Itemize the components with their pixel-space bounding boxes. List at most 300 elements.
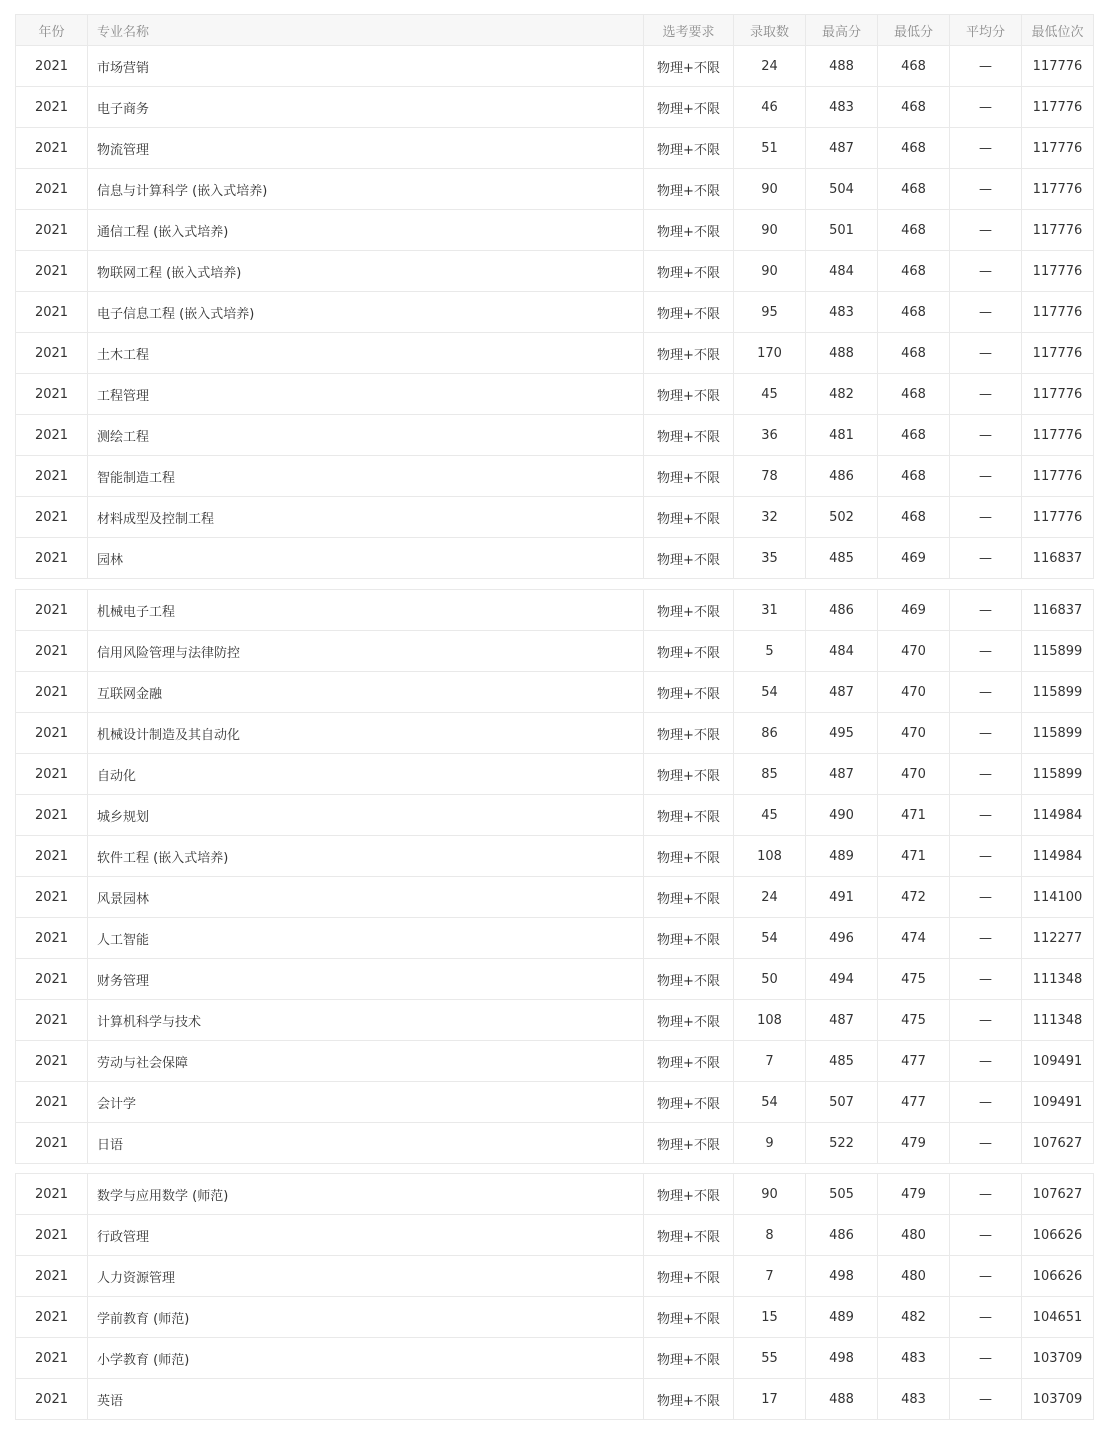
cell-avg-score: — (950, 497, 1022, 538)
cell-subject-requirement: 物理+不限 (644, 590, 734, 631)
cell-admitted-count: 170 (734, 333, 806, 374)
cell-major: 材料成型及控制工程 (88, 497, 644, 538)
cell-major: 英语 (88, 1379, 644, 1420)
cell-major: 物联网工程 (嵌入式培养) (88, 251, 644, 292)
cell-max-score: 501 (806, 210, 878, 251)
table-row (16, 333, 1094, 374)
cell-year: 2021 (16, 1338, 88, 1379)
cell-major: 学前教育 (师范) (88, 1297, 644, 1338)
cell-avg-score: — (950, 1082, 1022, 1123)
cell-admitted-count: 46 (734, 87, 806, 128)
cell-max-score: 495 (806, 713, 878, 754)
cell-avg-score: — (950, 415, 1022, 456)
cell-min-score: 468 (878, 415, 950, 456)
cell-min-score: 475 (878, 959, 950, 1000)
cell-year: 2021 (16, 1041, 88, 1082)
cell-max-score: 489 (806, 1297, 878, 1338)
cell-subject-requirement: 物理+不限 (644, 1297, 734, 1338)
cell-max-score: 507 (806, 1082, 878, 1123)
table-body-section-2 (16, 590, 1094, 1164)
cell-admitted-count: 54 (734, 918, 806, 959)
cell-min-score: 469 (878, 538, 950, 579)
cell-max-score: 491 (806, 877, 878, 918)
cell-max-score: 504 (806, 169, 878, 210)
cell-subject-requirement: 物理+不限 (644, 210, 734, 251)
cell-major: 通信工程 (嵌入式培养) (88, 210, 644, 251)
cell-subject-requirement: 物理+不限 (644, 1256, 734, 1297)
cell-min-score: 468 (878, 87, 950, 128)
cell-subject-requirement: 物理+不限 (644, 292, 734, 333)
admission-table-part-2 (15, 589, 1094, 1164)
cell-min-rank: 117776 (1022, 292, 1094, 333)
admission-table-part-3 (15, 1173, 1094, 1420)
cell-min-rank: 117776 (1022, 374, 1094, 415)
table-row (16, 87, 1094, 128)
cell-admitted-count: 86 (734, 713, 806, 754)
cell-avg-score: — (950, 1123, 1022, 1164)
header-avg-score: 平均分 (950, 15, 1022, 46)
cell-subject-requirement: 物理+不限 (644, 713, 734, 754)
cell-year: 2021 (16, 590, 88, 631)
cell-avg-score: — (950, 210, 1022, 251)
cell-admitted-count: 55 (734, 1338, 806, 1379)
table-row (16, 918, 1094, 959)
cell-max-score: 487 (806, 672, 878, 713)
cell-avg-score: — (950, 538, 1022, 579)
cell-major: 机械电子工程 (88, 590, 644, 631)
cell-major: 计算机科学与技术 (88, 1000, 644, 1041)
cell-avg-score: — (950, 333, 1022, 374)
cell-avg-score: — (950, 877, 1022, 918)
cell-min-score: 471 (878, 836, 950, 877)
cell-admitted-count: 95 (734, 292, 806, 333)
cell-avg-score: — (950, 374, 1022, 415)
cell-admitted-count: 90 (734, 210, 806, 251)
cell-year: 2021 (16, 795, 88, 836)
table-row (16, 631, 1094, 672)
cell-min-rank: 117776 (1022, 169, 1094, 210)
cell-major: 电子信息工程 (嵌入式培养) (88, 292, 644, 333)
cell-year: 2021 (16, 169, 88, 210)
cell-max-score: 486 (806, 1215, 878, 1256)
table-row (16, 754, 1094, 795)
cell-max-score: 488 (806, 333, 878, 374)
cell-avg-score: — (950, 631, 1022, 672)
cell-avg-score: — (950, 1256, 1022, 1297)
cell-min-score: 470 (878, 754, 950, 795)
header-max-score: 最高分 (806, 15, 878, 46)
cell-major: 信息与计算科学 (嵌入式培养) (88, 169, 644, 210)
table-row (16, 1041, 1094, 1082)
admission-table-part-1 (15, 14, 1094, 579)
cell-min-rank: 107627 (1022, 1174, 1094, 1215)
cell-subject-requirement: 物理+不限 (644, 1379, 734, 1420)
cell-min-score: 468 (878, 210, 950, 251)
cell-min-rank: 117776 (1022, 497, 1094, 538)
cell-max-score: 488 (806, 1379, 878, 1420)
cell-max-score: 496 (806, 918, 878, 959)
cell-admitted-count: 51 (734, 128, 806, 169)
cell-min-rank: 117776 (1022, 333, 1094, 374)
cell-min-score: 469 (878, 590, 950, 631)
cell-year: 2021 (16, 672, 88, 713)
cell-year: 2021 (16, 497, 88, 538)
cell-max-score: 487 (806, 1000, 878, 1041)
cell-max-score: 481 (806, 415, 878, 456)
cell-admitted-count: 108 (734, 1000, 806, 1041)
table-row (16, 959, 1094, 1000)
cell-max-score: 484 (806, 631, 878, 672)
cell-avg-score: — (950, 292, 1022, 333)
cell-avg-score: — (950, 959, 1022, 1000)
cell-min-rank: 107627 (1022, 1123, 1094, 1164)
cell-max-score: 486 (806, 590, 878, 631)
cell-year: 2021 (16, 292, 88, 333)
cell-subject-requirement: 物理+不限 (644, 877, 734, 918)
cell-subject-requirement: 物理+不限 (644, 836, 734, 877)
cell-major: 城乡规划 (88, 795, 644, 836)
cell-major: 人力资源管理 (88, 1256, 644, 1297)
cell-subject-requirement: 物理+不限 (644, 169, 734, 210)
cell-major: 小学教育 (师范) (88, 1338, 644, 1379)
cell-major: 土木工程 (88, 333, 644, 374)
table-row (16, 1379, 1094, 1420)
cell-avg-score: — (950, 918, 1022, 959)
table-row (16, 169, 1094, 210)
cell-major: 物流管理 (88, 128, 644, 169)
cell-year: 2021 (16, 877, 88, 918)
cell-year: 2021 (16, 456, 88, 497)
cell-subject-requirement: 物理+不限 (644, 497, 734, 538)
cell-year: 2021 (16, 836, 88, 877)
cell-year: 2021 (16, 251, 88, 292)
cell-max-score: 494 (806, 959, 878, 1000)
cell-min-score: 468 (878, 46, 950, 87)
cell-year: 2021 (16, 918, 88, 959)
cell-subject-requirement: 物理+不限 (644, 959, 734, 1000)
cell-max-score: 483 (806, 87, 878, 128)
cell-year: 2021 (16, 631, 88, 672)
cell-min-score: 468 (878, 292, 950, 333)
cell-year: 2021 (16, 1256, 88, 1297)
cell-year: 2021 (16, 210, 88, 251)
cell-max-score: 489 (806, 836, 878, 877)
cell-min-rank: 117776 (1022, 87, 1094, 128)
table-row (16, 1256, 1094, 1297)
cell-avg-score: — (950, 1379, 1022, 1420)
cell-max-score: 483 (806, 292, 878, 333)
header-year: 年份 (16, 15, 88, 46)
cell-major: 工程管理 (88, 374, 644, 415)
cell-subject-requirement: 物理+不限 (644, 1338, 734, 1379)
cell-min-score: 470 (878, 672, 950, 713)
table-row (16, 1082, 1094, 1123)
cell-major: 信用风险管理与法律防控 (88, 631, 644, 672)
cell-subject-requirement: 物理+不限 (644, 795, 734, 836)
cell-subject-requirement: 物理+不限 (644, 1000, 734, 1041)
cell-year: 2021 (16, 1174, 88, 1215)
cell-min-rank: 111348 (1022, 959, 1094, 1000)
table-row (16, 456, 1094, 497)
cell-avg-score: — (950, 836, 1022, 877)
cell-admitted-count: 50 (734, 959, 806, 1000)
cell-avg-score: — (950, 672, 1022, 713)
cell-avg-score: — (950, 169, 1022, 210)
cell-min-rank: 106626 (1022, 1215, 1094, 1256)
table-row (16, 1123, 1094, 1164)
cell-admitted-count: 31 (734, 590, 806, 631)
cell-major: 风景园林 (88, 877, 644, 918)
cell-max-score: 485 (806, 1041, 878, 1082)
cell-min-rank: 117776 (1022, 251, 1094, 292)
cell-min-rank: 117776 (1022, 210, 1094, 251)
cell-min-rank: 109491 (1022, 1041, 1094, 1082)
cell-avg-score: — (950, 1041, 1022, 1082)
cell-min-rank: 109491 (1022, 1082, 1094, 1123)
cell-min-score: 470 (878, 713, 950, 754)
cell-major: 互联网金融 (88, 672, 644, 713)
cell-avg-score: — (950, 251, 1022, 292)
cell-subject-requirement: 物理+不限 (644, 415, 734, 456)
cell-admitted-count: 54 (734, 1082, 806, 1123)
cell-subject-requirement: 物理+不限 (644, 1082, 734, 1123)
cell-subject-requirement: 物理+不限 (644, 754, 734, 795)
cell-min-rank: 115899 (1022, 631, 1094, 672)
cell-admitted-count: 78 (734, 456, 806, 497)
cell-avg-score: — (950, 713, 1022, 754)
cell-major: 园林 (88, 538, 644, 579)
cell-major: 自动化 (88, 754, 644, 795)
cell-major: 行政管理 (88, 1215, 644, 1256)
cell-admitted-count: 108 (734, 836, 806, 877)
table-row (16, 836, 1094, 877)
cell-subject-requirement: 物理+不限 (644, 251, 734, 292)
cell-min-rank: 106626 (1022, 1256, 1094, 1297)
header-major: 专业名称 (88, 15, 644, 46)
cell-avg-score: — (950, 46, 1022, 87)
cell-year: 2021 (16, 333, 88, 374)
cell-min-rank: 114984 (1022, 836, 1094, 877)
cell-min-rank: 114100 (1022, 877, 1094, 918)
cell-min-score: 475 (878, 1000, 950, 1041)
cell-admitted-count: 24 (734, 877, 806, 918)
cell-max-score: 487 (806, 754, 878, 795)
cell-year: 2021 (16, 1215, 88, 1256)
cell-major: 日语 (88, 1123, 644, 1164)
cell-major: 数学与应用数学 (师范) (88, 1174, 644, 1215)
cell-admitted-count: 7 (734, 1256, 806, 1297)
cell-major: 会计学 (88, 1082, 644, 1123)
cell-min-score: 477 (878, 1082, 950, 1123)
cell-avg-score: — (950, 87, 1022, 128)
cell-min-score: 468 (878, 497, 950, 538)
table-row (16, 1174, 1094, 1215)
cell-year: 2021 (16, 1123, 88, 1164)
header-admitted-count: 录取数 (734, 15, 806, 46)
table-row (16, 795, 1094, 836)
cell-year: 2021 (16, 713, 88, 754)
table-row (16, 1338, 1094, 1379)
cell-admitted-count: 90 (734, 1174, 806, 1215)
cell-min-score: 468 (878, 333, 950, 374)
table-row (16, 672, 1094, 713)
cell-year: 2021 (16, 374, 88, 415)
cell-admitted-count: 54 (734, 672, 806, 713)
cell-subject-requirement: 物理+不限 (644, 87, 734, 128)
header-min-rank: 最低位次 (1022, 15, 1094, 46)
cell-max-score: 484 (806, 251, 878, 292)
cell-major: 劳动与社会保障 (88, 1041, 644, 1082)
cell-subject-requirement: 物理+不限 (644, 1174, 734, 1215)
table-row (16, 877, 1094, 918)
cell-avg-score: — (950, 590, 1022, 631)
cell-max-score: 487 (806, 128, 878, 169)
cell-admitted-count: 8 (734, 1215, 806, 1256)
table-body-section-3 (16, 1174, 1094, 1420)
table-row (16, 1000, 1094, 1041)
cell-subject-requirement: 物理+不限 (644, 128, 734, 169)
cell-major: 人工智能 (88, 918, 644, 959)
cell-min-score: 477 (878, 1041, 950, 1082)
cell-min-rank: 114984 (1022, 795, 1094, 836)
cell-min-rank: 117776 (1022, 46, 1094, 87)
cell-min-rank: 115899 (1022, 672, 1094, 713)
cell-avg-score: — (950, 795, 1022, 836)
cell-subject-requirement: 物理+不限 (644, 1123, 734, 1164)
cell-major: 机械设计制造及其自动化 (88, 713, 644, 754)
cell-min-score: 471 (878, 795, 950, 836)
cell-min-rank: 115899 (1022, 754, 1094, 795)
cell-admitted-count: 32 (734, 497, 806, 538)
cell-max-score: 502 (806, 497, 878, 538)
table-row (16, 497, 1094, 538)
cell-min-score: 479 (878, 1174, 950, 1215)
cell-year: 2021 (16, 87, 88, 128)
cell-min-score: 468 (878, 374, 950, 415)
header-min-score: 最低分 (878, 15, 950, 46)
table-row (16, 251, 1094, 292)
cell-min-score: 468 (878, 251, 950, 292)
cell-max-score: 498 (806, 1338, 878, 1379)
cell-max-score: 486 (806, 456, 878, 497)
cell-min-rank: 111348 (1022, 1000, 1094, 1041)
table-row (16, 46, 1094, 87)
cell-admitted-count: 85 (734, 754, 806, 795)
cell-year: 2021 (16, 1297, 88, 1338)
cell-min-score: 482 (878, 1297, 950, 1338)
cell-max-score: 488 (806, 46, 878, 87)
cell-max-score: 485 (806, 538, 878, 579)
cell-admitted-count: 36 (734, 415, 806, 456)
cell-avg-score: — (950, 1215, 1022, 1256)
table-row (16, 210, 1094, 251)
cell-admitted-count: 45 (734, 795, 806, 836)
cell-min-score: 468 (878, 456, 950, 497)
cell-min-rank: 103709 (1022, 1338, 1094, 1379)
cell-max-score: 522 (806, 1123, 878, 1164)
table-body-section-1 (16, 46, 1094, 579)
cell-min-score: 483 (878, 1379, 950, 1420)
cell-avg-score: — (950, 1338, 1022, 1379)
cell-major: 测绘工程 (88, 415, 644, 456)
cell-max-score: 482 (806, 374, 878, 415)
cell-min-score: 474 (878, 918, 950, 959)
cell-max-score: 490 (806, 795, 878, 836)
table-row (16, 415, 1094, 456)
cell-subject-requirement: 物理+不限 (644, 538, 734, 579)
cell-min-rank: 104651 (1022, 1297, 1094, 1338)
cell-major: 市场营销 (88, 46, 644, 87)
cell-major: 智能制造工程 (88, 456, 644, 497)
table-header-row (16, 15, 1094, 46)
cell-admitted-count: 9 (734, 1123, 806, 1164)
table-row (16, 713, 1094, 754)
cell-major: 财务管理 (88, 959, 644, 1000)
cell-max-score: 498 (806, 1256, 878, 1297)
cell-admitted-count: 35 (734, 538, 806, 579)
cell-year: 2021 (16, 415, 88, 456)
cell-min-score: 468 (878, 169, 950, 210)
table-row (16, 538, 1094, 579)
cell-avg-score: — (950, 456, 1022, 497)
cell-min-rank: 112277 (1022, 918, 1094, 959)
cell-min-rank: 115899 (1022, 713, 1094, 754)
table-row (16, 1215, 1094, 1256)
table-row (16, 128, 1094, 169)
cell-min-rank: 117776 (1022, 456, 1094, 497)
cell-min-score: 480 (878, 1256, 950, 1297)
cell-min-score: 470 (878, 631, 950, 672)
cell-admitted-count: 45 (734, 374, 806, 415)
cell-subject-requirement: 物理+不限 (644, 918, 734, 959)
cell-year: 2021 (16, 128, 88, 169)
header-subject-requirement: 选考要求 (644, 15, 734, 46)
cell-subject-requirement: 物理+不限 (644, 631, 734, 672)
cell-year: 2021 (16, 754, 88, 795)
table-row (16, 292, 1094, 333)
cell-min-rank: 116837 (1022, 538, 1094, 579)
cell-year: 2021 (16, 1379, 88, 1420)
table-row (16, 374, 1094, 415)
cell-avg-score: — (950, 128, 1022, 169)
cell-year: 2021 (16, 959, 88, 1000)
cell-admitted-count: 5 (734, 631, 806, 672)
cell-subject-requirement: 物理+不限 (644, 456, 734, 497)
cell-min-rank: 117776 (1022, 415, 1094, 456)
cell-admitted-count: 90 (734, 169, 806, 210)
cell-avg-score: — (950, 754, 1022, 795)
cell-min-score: 483 (878, 1338, 950, 1379)
cell-min-score: 480 (878, 1215, 950, 1256)
cell-avg-score: — (950, 1000, 1022, 1041)
table-row (16, 1297, 1094, 1338)
table-row (16, 590, 1094, 631)
cell-min-score: 472 (878, 877, 950, 918)
cell-admitted-count: 90 (734, 251, 806, 292)
cell-admitted-count: 7 (734, 1041, 806, 1082)
cell-subject-requirement: 物理+不限 (644, 374, 734, 415)
cell-subject-requirement: 物理+不限 (644, 672, 734, 713)
cell-subject-requirement: 物理+不限 (644, 1215, 734, 1256)
cell-major: 电子商务 (88, 87, 644, 128)
cell-year: 2021 (16, 1082, 88, 1123)
cell-min-rank: 103709 (1022, 1379, 1094, 1420)
cell-year: 2021 (16, 1000, 88, 1041)
cell-year: 2021 (16, 538, 88, 579)
cell-avg-score: — (950, 1297, 1022, 1338)
cell-major: 软件工程 (嵌入式培养) (88, 836, 644, 877)
cell-year: 2021 (16, 46, 88, 87)
